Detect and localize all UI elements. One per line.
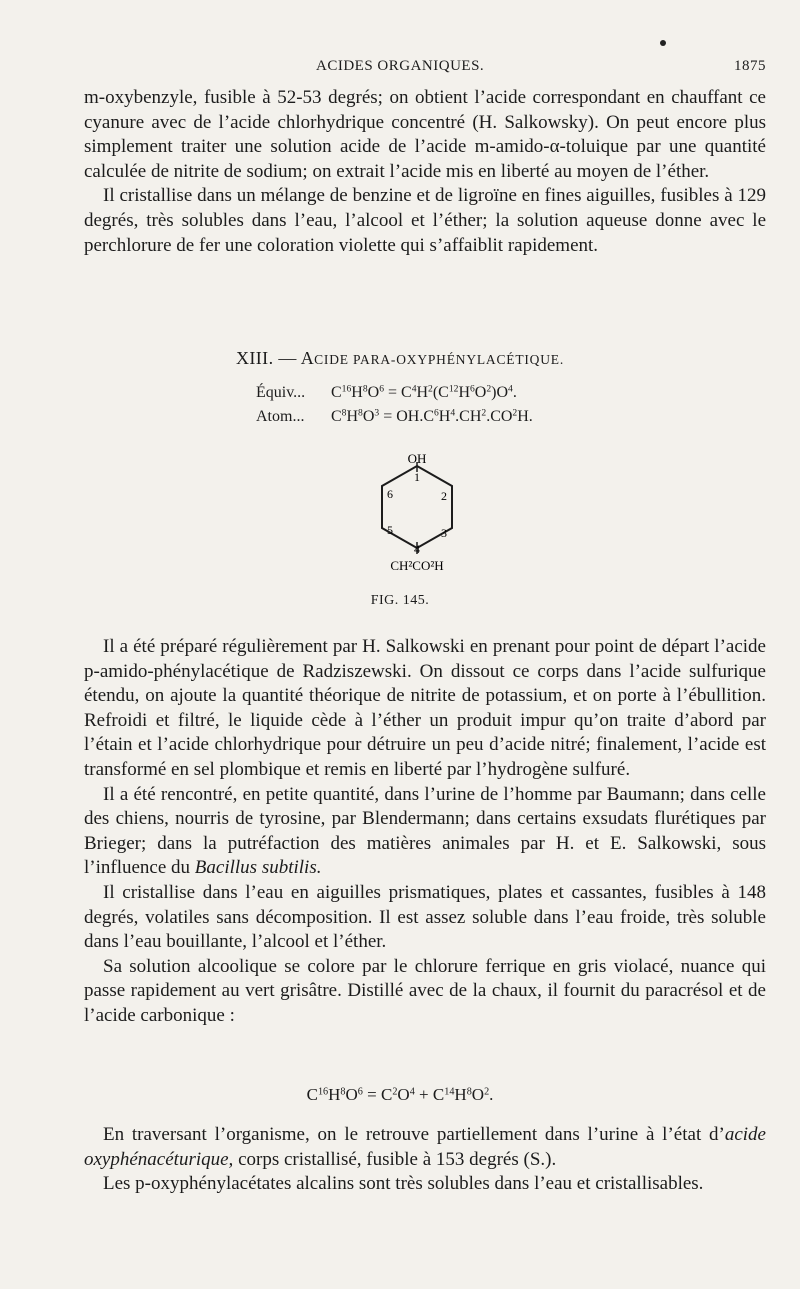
formula-equiv-label: Équiv...: [256, 384, 306, 401]
formula-part: H.: [517, 408, 533, 425]
benzene-ring-figure: [370, 450, 480, 580]
formula-part: O: [367, 384, 380, 401]
text-block-top: [84, 86, 766, 258]
formula-part: H: [438, 408, 451, 425]
running-title: ACIDES ORGANIQUES.: [316, 58, 485, 74]
formula-part: C: [331, 408, 342, 425]
equation-sub: 6: [357, 1086, 363, 1098]
formula-sub: 16: [341, 383, 352, 395]
formula-part: .CO: [486, 408, 513, 425]
section-number: XIII. —: [235, 348, 301, 368]
text-block-bottom: [84, 1123, 766, 1197]
position-1: 1: [414, 470, 420, 484]
position-5: 5: [387, 523, 393, 537]
formula-sub: 2: [481, 407, 487, 419]
formula-part: .: [512, 384, 517, 401]
formula-part: O: [474, 384, 487, 401]
equation-sub: 8: [340, 1086, 346, 1098]
equation-part: O: [471, 1085, 485, 1104]
formula-part: H: [351, 384, 363, 401]
substituent-bottom: CH²CO²H: [390, 558, 444, 573]
paragraph-4-text: Il a été rencontré, en petite quantité, dans l’urine de l’homme par Baumann; dans celle des chiens, nourris de tyrosine, par Blendermann; dans certains exsudats flurétiques par Brieger; dans la putréfaction des matières animales par H. et E. Salkowski, sous l’influence du: [84, 783, 766, 879]
paragraph-8: Les p-oxyphénylacétates alcalins sont très solubles dans l’eau et cristallisables.: [103, 1173, 704, 1195]
equation-sub: 14: [444, 1086, 455, 1098]
formula-sub: 4: [508, 383, 513, 395]
paragraph-1: m-oxybenzyle, fusible à 52-53 degrés; on obtient l’acide correspondant en chauffant ce cyanure avec de l’acide chlorhydrique concentré (H. Salkowsky). On peut encore plus simplement traiter une solution acide de l’acide m-amido-α-toluique par une quantité calculée de nitrite de sodium; on extrait l’acide mis en liberté au moyen de l’éther.: [84, 87, 766, 182]
section-title-initial: A: [300, 348, 315, 368]
formula-sub: 2: [512, 407, 518, 419]
formula-sub: 6: [470, 383, 475, 395]
equation-part: + C: [414, 1085, 445, 1104]
equation-sub: 2: [484, 1086, 490, 1098]
formula-sub: 2: [486, 383, 492, 395]
text-block-middle: [84, 635, 766, 1029]
substituent-top: OH: [407, 451, 427, 466]
benzene-ring-diagram: [370, 450, 480, 580]
page-header: [84, 58, 766, 82]
paragraph-3: Il a été préparé régulièrement par H. Salkowski en prenant pour point de départ l’acide p-amido-phénylacétique de Radziszewski. On dissout ce corps dans l’acide sulfurique étendu, on ajoute la quantité théorique de nitrite de potassium, et on porte à l’ébullition. Refroidi et filtré, le liquide cède à l’éther un produit impur qu’on traite d’abord par l’étain et l’acide chlorhydrique pour détruire un peu d’acide nitré; finalement, l’acide est transformé en sel plombique et remis en liberté par l’hydrogène sulfuré.: [84, 636, 766, 780]
equation-part: H: [328, 1085, 341, 1104]
equation-part: O: [397, 1085, 410, 1104]
formula-sub: 4: [411, 383, 417, 395]
formula-sub: 3: [374, 407, 380, 419]
formula-part: )O: [491, 384, 509, 401]
paragraph-6: Sa solution alcoolique se colore par le chlorure ferrique en gris violacé, nuance qui passe rapidement au vert grisâtre. Distillé avec de la chaux, il fournit du paracrésol et de l’acide carbonique :: [84, 955, 766, 1026]
formula-part: C: [331, 384, 342, 401]
page-number: 1875: [734, 58, 766, 74]
paragraph-4: [84, 783, 766, 881]
reaction-equation: [0, 1085, 800, 1105]
equation-part: O: [345, 1085, 358, 1104]
formula-part: O: [362, 408, 375, 425]
formula-equiv: [256, 384, 517, 402]
formula-sub: 8: [358, 407, 363, 419]
equation-part: C: [306, 1085, 318, 1104]
paragraph-7: [84, 1123, 766, 1172]
formula-part: H: [416, 384, 429, 401]
position-6: 6: [387, 487, 393, 501]
paragraph-7-italic: acide oxyphénacéturique,: [84, 1124, 766, 1170]
position-4: 4: [414, 542, 420, 556]
equation-part: = C: [362, 1085, 393, 1104]
paragraph-4-italic: Bacillus subtilis.: [194, 857, 322, 879]
formula-sub: 8: [362, 383, 368, 395]
section-title-rest: CIDE PARA-OXYPHÉNYLACÉTIQUE.: [314, 352, 564, 367]
formula-sub: 2: [428, 383, 433, 395]
formula-sub: 6: [434, 407, 439, 419]
figure-caption: FIG. 145.: [370, 593, 430, 608]
equation-sub: 16: [317, 1086, 329, 1098]
equation-sub: 8: [466, 1086, 472, 1098]
formula-sub: 8: [341, 407, 347, 419]
formula-part: H: [346, 408, 359, 425]
position-2: 2: [441, 489, 447, 503]
formula-part: = OH.C: [379, 408, 434, 425]
paragraph-2: Il cristallise dans un mélange de benzine et de ligroïne en fines aiguilles, fusibles à 129 degrés, très solubles dans l’eau, l’alcool et l’éther; la solution aqueuse donne avec le perchlorure de fer une coloration violette qui s’affaiblit rapidement.: [84, 185, 766, 256]
equation-sub: 2: [392, 1086, 398, 1098]
equation-part: H: [454, 1085, 467, 1104]
formula-atom-label: Atom...: [256, 408, 305, 425]
formula-sub: 6: [379, 383, 384, 395]
paragraph-7-text-b: corps cristallisé, fusible à 153 degrés (S.).: [233, 1148, 557, 1170]
formula-sub: 4: [450, 407, 456, 419]
position-3: 3: [441, 526, 447, 540]
equation-sub: 4: [409, 1086, 415, 1098]
paragraph-7-text-a: En traversant l’organisme, on le retrouve partiellement dans l’urine à l’état d’: [103, 1124, 725, 1145]
formula-atom: [256, 408, 533, 426]
paragraph-5: Il cristallise dans l’eau en aiguilles prismatiques, plates et cassantes, fusibles à 148 degrés, volatiles sans décomposition. Il est assez soluble dans l’eau froide, très soluble dans l’eau bouillante, l’alcool et l’éther.: [84, 881, 766, 953]
section-title: [0, 348, 800, 369]
formula-part: .CH: [455, 408, 482, 425]
ink-speck: [660, 40, 666, 46]
formula-part: = C: [383, 384, 412, 401]
formula-sub: 12: [448, 383, 459, 395]
formula-part: H: [458, 384, 470, 401]
formula-part: (C: [432, 384, 449, 401]
equation-part: .: [489, 1085, 494, 1104]
